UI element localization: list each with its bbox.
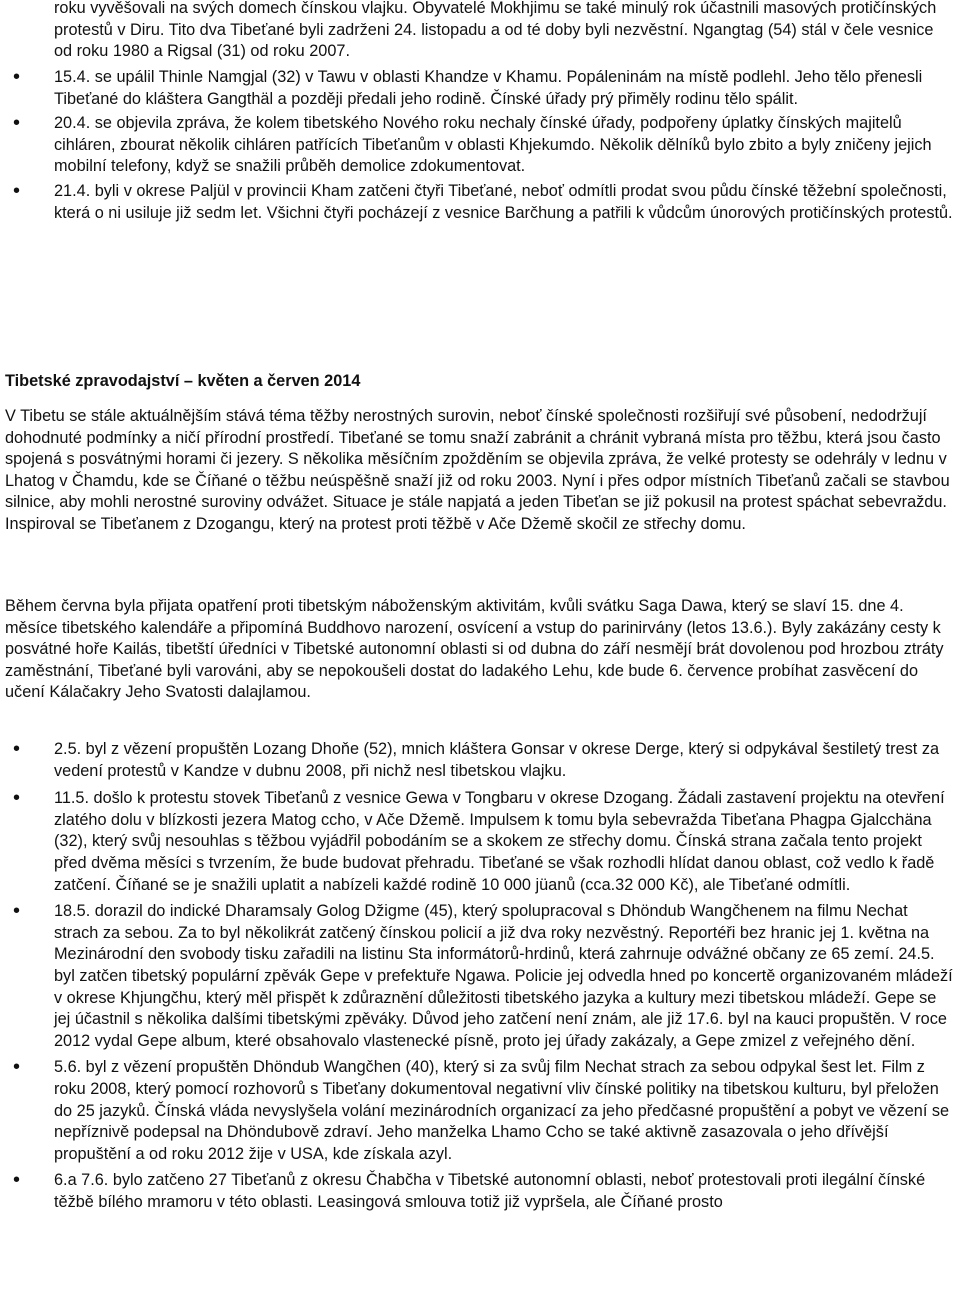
section-paragraph-2: Během června byla přijata opatření proti tibetským náboženským aktivitám, kvůli svátku Saga Dawa, který se slaví 15. dne 4. měsíce tibetského kalendáře a připomíná Buddhovo narození, osvícení a vstup do parinirvány (letos 13.6.). Byly zakázány cesty k posvátné hoře Kailás, tibetští úředníci v Tibetské autonomní oblasti si od dubna do září nesmějí brát dovolenou pod hrozbou ztráty zaměstnání, Tibeťané byli varováni, aby se nepokoušeli dostat do ladakého Lehu, kde bude 6. července probíhat zasvěcení do učení Kálačakry Jeho Svatosti dalajlamou. — [5, 597, 944, 702]
list-item: • 11.5. došlo k protestu stovek Tibeťanů z vesnice Gewa v Tongbaru v okrese Dzogang. Žádali zastavení projektu na otevření zlatého dolu v blízkosti jezera Matog ccho, v Ače Džemě. Impulsem k tomu byla sebevražda Tibeťana Phagpa Gjalcchäna (32), který svůj nesouhlas s těžbou vyjádřil pobodáním se a skokem ze střechy domu. Čínská strana začala tento projekt před dvěma měsíci s tvrzením, že bude budovat přehradu. Tibeťané se však rozhodli hlídat danou oblast, což vedlo k řadě zatčení. Číňané se je snažili uplatit a nabízeli každé rodině 10 000 jüanů (cca.32 000 Kč), ale Tibeťané odmítli. — [0, 788, 956, 896]
list-item: • 18.5. dorazil do indické Dharamsaly Golog Džigme (45), který spolupracoval s Dhöndub Wangčhenem na filmu Nechat strach za sebou. Za to byl několikrát zatčený čínskou policií a již dva roky nezvěstný. Reportéři bez hranic jej 1. května na Mezinárodní den svobody tisku zařadili na listinu Sta informátorů-hrdinů, která zahrnuje odvážné občany ze 65 zemí. 24.5. byl zatčen tibetský populární zpěvák Gepe v prefektuře Ngawa. Policie jej odvedla hned po koncertě organizovaném mládeží v okrese Khjungčhu, který měl přispět k zdůraznění důležitosti tibetského jazyka a kultury mezi tibetskou mládeží. Gepe se jej účastnil s několika dalšími tibetskými zpěváky. Důvod jeho zatčení není znám, ale již 17.6. byl na kauci propuštěn. V roce 2012 vydal Gepe album, které obsahovalo vlastenecké písně, proto jej úřady zakázaly, a Gepe zmizel z veřejného dění. — [0, 901, 956, 1052]
list-item: • 20.4. se objevila zpráva, že kolem tibetského Nového roku nechaly čínské úřady, podpořeny úplatky čínských majitelů cihláren, zbourat několik cihláren patřících Tibeťanům v oblasti Khjekumdo. Několik dělníků bylo zbito a byly zničeny jejich mobilní telefony, když se snažili průběh demolice zdokumentovat. — [0, 113, 956, 178]
list-item: • 5.6. byl z vězení propuštěn Dhöndub Wangčhen (40), který si za svůj film Nechat strach za sebou odpykal šest let. Film z roku 2008, který pomocí rozhovorů s Tibeťany dokumentoval negativní vliv čínské politiky na tibetskou kulturu, byl přeložen do 25 jazyků. Čínská vláda nevyslyšela volání mezinárodních organizací za jeho předčasné propuštění a pobyt ve vězení se nepříznivě podepsal na Dhöndubově zdraví. Jeho manželka Lhamo Ccho se také aktivně zasazovala o jeho dřívější propuštění a od roku 2012 žije v USA, kde získala azyl. — [0, 1057, 956, 1165]
list-item: • 6.a 7.6. bylo zatčeno 27 Tibeťanů z okresu Čhabčha v Tibetské autonomní oblasti, neboť protestovali proti ilegální čínské těžbě bílého mramoru v této oblasti. Leasingová smlouva totiž již vypršela, ale Číňané prosto — [0, 1170, 956, 1213]
list-item: • 21.4. byli v okrese Paljül v provincii Kham zatčeni čtyři Tibeťané, neboť odmítli prodat svou půdu čínské těžební společnosti, která o ni usiluje již sedm let. Všichni čtyři pocházejí z vesnice Barčhung a patřili k vůdcům únorových protičínských protestů. — [0, 181, 956, 224]
list-item: • 15.4. se upálil Thinle Namgjal (32) v Tawu v oblasti Khandze v Khamu. Popáleninám na místě podlehl. Jeho tělo přenesli Tibeťané do kláštera Gangthäl a později předali jeho rodině. Čínské úřady prý přiměly rodinu tělo spálit. — [0, 67, 956, 110]
section-paragraph-1: V Tibetu se stále aktuálnějším stává téma těžby nerostných surovin, neboť čínské společnosti rozšiřují své působení, nedodržují dohodnuté podmínky a ničí přírodní prostředí. Tibeťané se tomu snaží zabránit a chránit vybraná místa pro těžbu, která jsou často spojená s posvátnými horami či jezery. S několika měsíčním zpožděním se objevila zpráva, že velké protesty se odehrály v lednu v Lhatog v Čhamdu, kde se Číňané o těžbu neúspěšně snaží již od roku 2003. Nyní i přes odpor místních Tibeťanů začali se stavbou silnice, aby mohli nerostné suroviny odvážet. Situace je stále napjatá a jeden Tibeťan se již pokusil na protest spáchat sebevraždu. Inspiroval se Tibeťanem z Dzogangu, který na protest proti těžbě v Ače Džemě skočil ze střechy domu. — [5, 407, 950, 533]
intro-paragraph: roku vyvěšovali na svých domech čínskou vlajku. Obyvatelé Mokhjimu se také minulý rok účastnili masových protičínských protestů v Diru. Tito dva Tibeťané byli zadrženi 24. listopadu a od té doby byli nezvěstní. Ngangtag (54) stál v čele vesnice od roku 1980 a Rigsal (31) od roku 2007. — [54, 0, 937, 61]
bottom-news-list — [0, 739, 956, 1213]
section-heading: Tibetské zpravodajství – květen a červen 2014 — [5, 372, 361, 390]
list-item: • 2.5. byl z vězení propuštěn Lozang Dhoňe (52), mnich kláštera Gonsar v okrese Derge, který si odpykával šestiletý trest za vedení protestů v Kandze v dubnu 2008, při nichž nesl tibetskou vlajku. — [0, 739, 956, 782]
top-news-list — [0, 67, 956, 224]
